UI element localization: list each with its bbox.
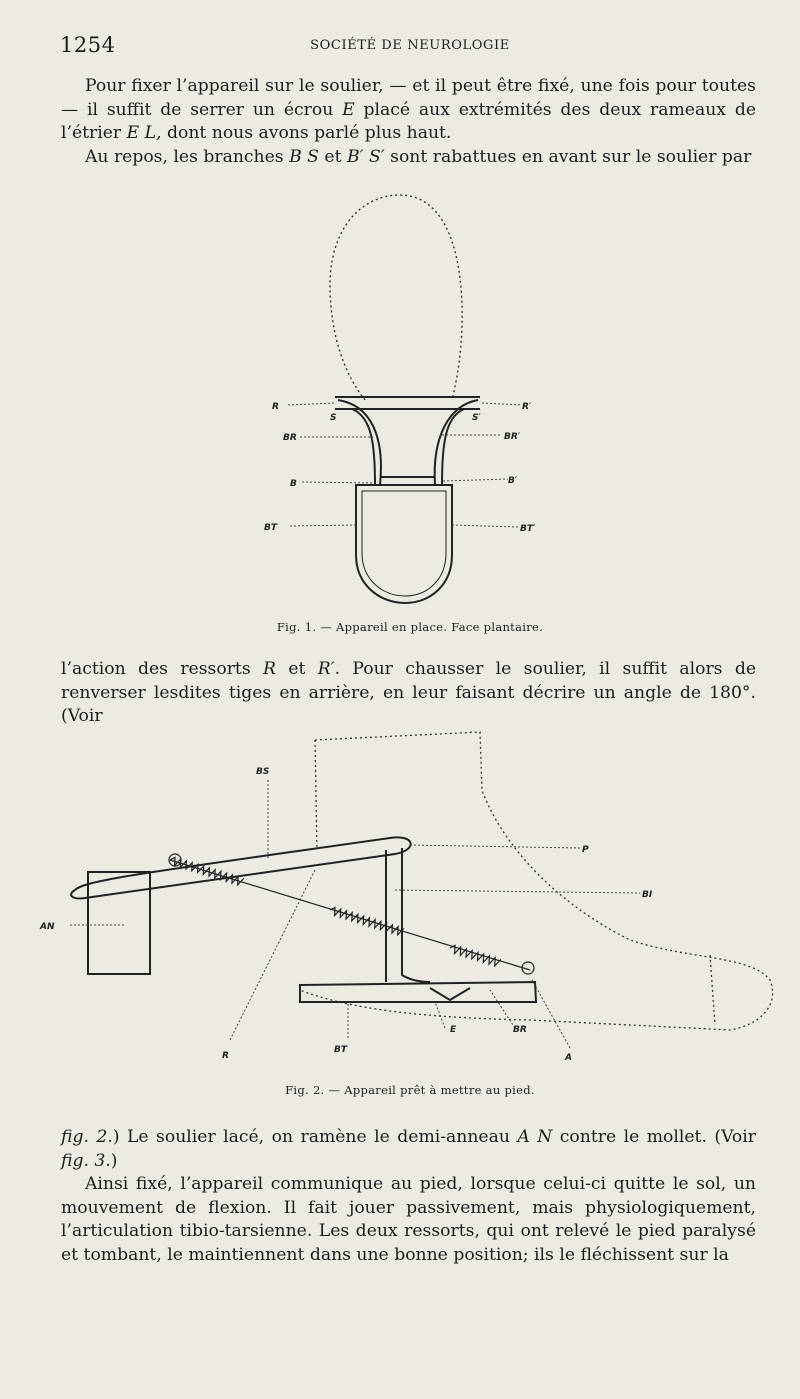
label-s-left: S [330, 413, 337, 423]
stirrup-device [335, 397, 480, 603]
text-bottom [61, 1126, 756, 1267]
spring [169, 854, 534, 974]
label-bt-right: BT′ [520, 524, 536, 534]
label-br: BR [513, 1025, 527, 1035]
running-head: SOCIÉTÉ DE NEUROLOGIE [310, 38, 510, 53]
label-p: P [582, 845, 589, 855]
shoe-sole-outline [330, 195, 462, 400]
text-top [61, 75, 756, 169]
label-r-left: R [272, 402, 279, 412]
label-an: AN [40, 922, 55, 932]
figure-2-caption: Fig. 2. — Appareil prêt à mettre au pied. [285, 1083, 535, 1097]
label-a: A [565, 1053, 572, 1063]
label-r: R [222, 1051, 229, 1061]
paragraph-2: Au repos, les branches B S et B′ S′ sont rabattues en avant sur le soulier par [85, 146, 752, 167]
figure-1 [250, 185, 580, 615]
paragraph-1: Pour fixer l’appareil sur le soulier, — et il peut être fixé, une fois pour toutes — il suffit de serrer un écrou E placé aux extrémités des deux rameaux de l’étrier E L, dont nous avons parlé plus haut. [61, 76, 756, 143]
figure-2 [30, 720, 790, 1080]
page-number: 1254 [60, 33, 116, 57]
paragraph-3: l’action des ressorts R et R′. Pour chausser le soulier, il suffit alors de renverser lesdites tiges en arrière, en leur faisant décrire un angle de 180°. (Voir [61, 659, 757, 726]
leader-lines-2 [70, 780, 640, 1048]
label-bt: BT [334, 1045, 347, 1055]
figure-1-caption: Fig. 1. — Appareil en place. Face plantaire. [276, 620, 544, 634]
paragraph-5: Ainsi fixé, l’appareil communique au pied, lorsque celui-ci quitte le sol, un mouvement de flexion. Il fait jouer passivement, mais physiologiquement, l’articulation tibio-tarsienne. Les deux ressorts, qui ont relevé le pied paralysé et tombant, le maintiennent dans une bonne position; ils le fléchissent sur la [61, 1174, 756, 1265]
label-br-right: BR′ [504, 432, 521, 442]
label-bs: BS [256, 767, 270, 777]
label-bt-left: BT [264, 523, 277, 533]
foot-outline [300, 732, 773, 1030]
paragraph-4: fig. 2.) Le soulier lacé, on ramène le demi-anneau A N contre le mollet. (Voir fig. 3.) [61, 1127, 756, 1171]
label-s-right: S′ [472, 413, 481, 423]
text-middle [61, 658, 756, 729]
leader-lines [288, 403, 522, 527]
brace-device [71, 837, 536, 1002]
label-b-right: B′ [508, 476, 518, 486]
label-br-left: BR [283, 433, 297, 443]
label-r-right: R′ [522, 402, 532, 412]
label-b-left: B [290, 479, 297, 489]
label-e: E [450, 1025, 457, 1035]
label-bi: BI [642, 890, 653, 900]
